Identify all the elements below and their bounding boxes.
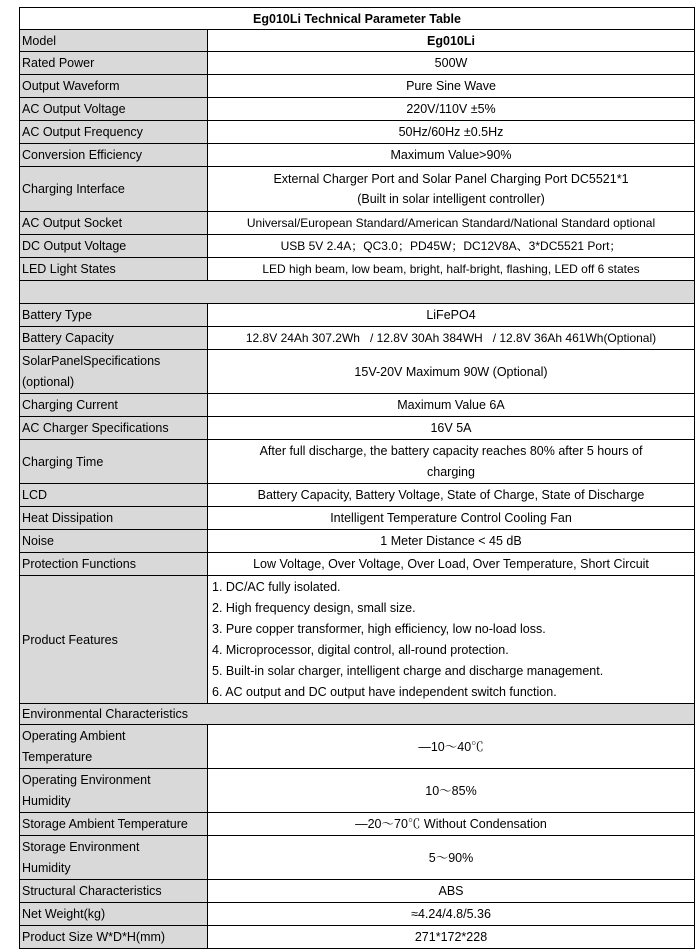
list-item: 5. Built-in solar charger, intelligent charge and discharge management.: [212, 663, 604, 678]
row-label: [20, 769, 208, 813]
row-value: 1 Meter Distance < 45 dB: [208, 530, 695, 553]
row-label: Conversion Efficiency: [20, 144, 208, 167]
row-label: LED Light States: [20, 258, 208, 281]
row-label: Battery Type: [20, 304, 208, 327]
row-value: 15V-20V Maximum 90W (Optional): [208, 350, 695, 394]
row-label: AC Output Voltage: [20, 98, 208, 121]
section-heading: Environmental Characteristics: [20, 704, 695, 725]
row-value: LiFePO4: [208, 304, 695, 327]
row-value: 5～90%: [208, 836, 695, 880]
label-line: Temperature: [22, 749, 93, 764]
row-value: Maximum Value 6A: [208, 394, 695, 417]
row-value: Battery Capacity, Battery Voltage, State of Charge, State of Discharge: [208, 484, 695, 507]
row-value: —20～70℃ Without Condensation: [208, 813, 695, 836]
row-label: Output Waveform: [20, 75, 208, 98]
row-value: USB 5V 2.4A；QC3.0；PD45W；DC12V8A、3*DC5521 Port；: [208, 235, 695, 258]
row-label: Noise: [20, 530, 208, 553]
row-label: Storage Ambient Temperature: [20, 813, 208, 836]
row-label: Product Features: [20, 576, 208, 704]
row-value: Universal/European Standard/American Standard/National Standard optional: [208, 212, 695, 235]
label-line: Storage Environment: [22, 840, 140, 854]
row-value: Eg010Li: [208, 30, 695, 52]
row-label: AC Output Frequency: [20, 121, 208, 144]
row-label: Rated Power: [20, 52, 208, 75]
parameter-table: [19, 7, 695, 949]
row-value: Low Voltage, Over Voltage, Over Load, Over Temperature, Short Circuit: [208, 553, 695, 576]
value-line: (Built in solar intelligent controller): [357, 192, 545, 206]
list-item: 1. DC/AC fully isolated.: [212, 579, 341, 594]
row-value: ≈4.24/4.8/5.36: [208, 903, 695, 926]
row-label: Heat Dissipation: [20, 507, 208, 530]
row-value: [208, 440, 695, 484]
row-value: 12.8V 24Ah 307.2Wh / 12.8V 30Ah 384WH / 12.8V 36Ah 461Wh(Optional): [208, 327, 695, 350]
row-label: [20, 725, 208, 769]
value-line: After full discharge, the battery capacity reaches 80% after 5 hours of: [259, 444, 643, 458]
label-line: Humidity: [22, 793, 71, 808]
label-line: Operating Ambient: [22, 729, 126, 743]
spec-sheet: [19, 7, 694, 949]
row-label: Net Weight(kg): [20, 903, 208, 926]
row-value: 220V/110V ±5%: [208, 98, 695, 121]
row-value: 500W: [208, 52, 695, 75]
row-label: Charging Current: [20, 394, 208, 417]
row-value: 16V 5A: [208, 417, 695, 440]
row-value: —10～40℃: [208, 725, 695, 769]
row-label: Model: [20, 30, 208, 52]
row-label: AC Charger Specifications: [20, 417, 208, 440]
row-value: 271*172*228: [208, 926, 695, 949]
row-value: [208, 167, 695, 212]
row-label: Charging Time: [20, 440, 208, 484]
row-label: Charging Interface: [20, 167, 208, 212]
label-line: Humidity: [22, 860, 71, 875]
label-line: SolarPanelSpecifications: [22, 354, 161, 368]
value-line: External Charger Port and Solar Panel Charging Port DC5521*1: [273, 171, 629, 186]
label-line: Operating Environment: [22, 773, 151, 787]
row-label: DC Output Voltage: [20, 235, 208, 258]
row-label: Protection Functions: [20, 553, 208, 576]
row-value: ABS: [208, 880, 695, 903]
row-label: Battery Capacity: [20, 327, 208, 350]
row-label: [20, 836, 208, 880]
row-value: Maximum Value>90%: [208, 144, 695, 167]
table-title: Eg010Li Technical Parameter Table: [20, 8, 695, 30]
row-value: Pure Sine Wave: [208, 75, 695, 98]
row-label: AC Output Socket: [20, 212, 208, 235]
list-item: 3. Pure copper transformer, high efficiency, low no-load loss.: [212, 621, 546, 636]
list-item: 6. AC output and DC output have independent switch function.: [212, 684, 557, 699]
row-label: LCD: [20, 484, 208, 507]
row-label: Structural Characteristics: [20, 880, 208, 903]
features-list: [208, 576, 695, 704]
row-value: 10～85%: [208, 769, 695, 813]
row-value: 50Hz/60Hz ±0.5Hz: [208, 121, 695, 144]
section-divider: [20, 281, 695, 304]
row-label: [20, 350, 208, 394]
value-line: charging: [427, 464, 475, 479]
label-line: (optional): [22, 374, 75, 389]
list-item: 4. Microprocessor, digital control, all-round protection.: [212, 642, 509, 657]
list-item: 2. High frequency design, small size.: [212, 600, 416, 615]
row-label: Product Size W*D*H(mm): [20, 926, 208, 949]
row-value: LED high beam, low beam, bright, half-bright, flashing, LED off 6 states: [208, 258, 695, 281]
row-value: Intelligent Temperature Control Cooling Fan: [208, 507, 695, 530]
